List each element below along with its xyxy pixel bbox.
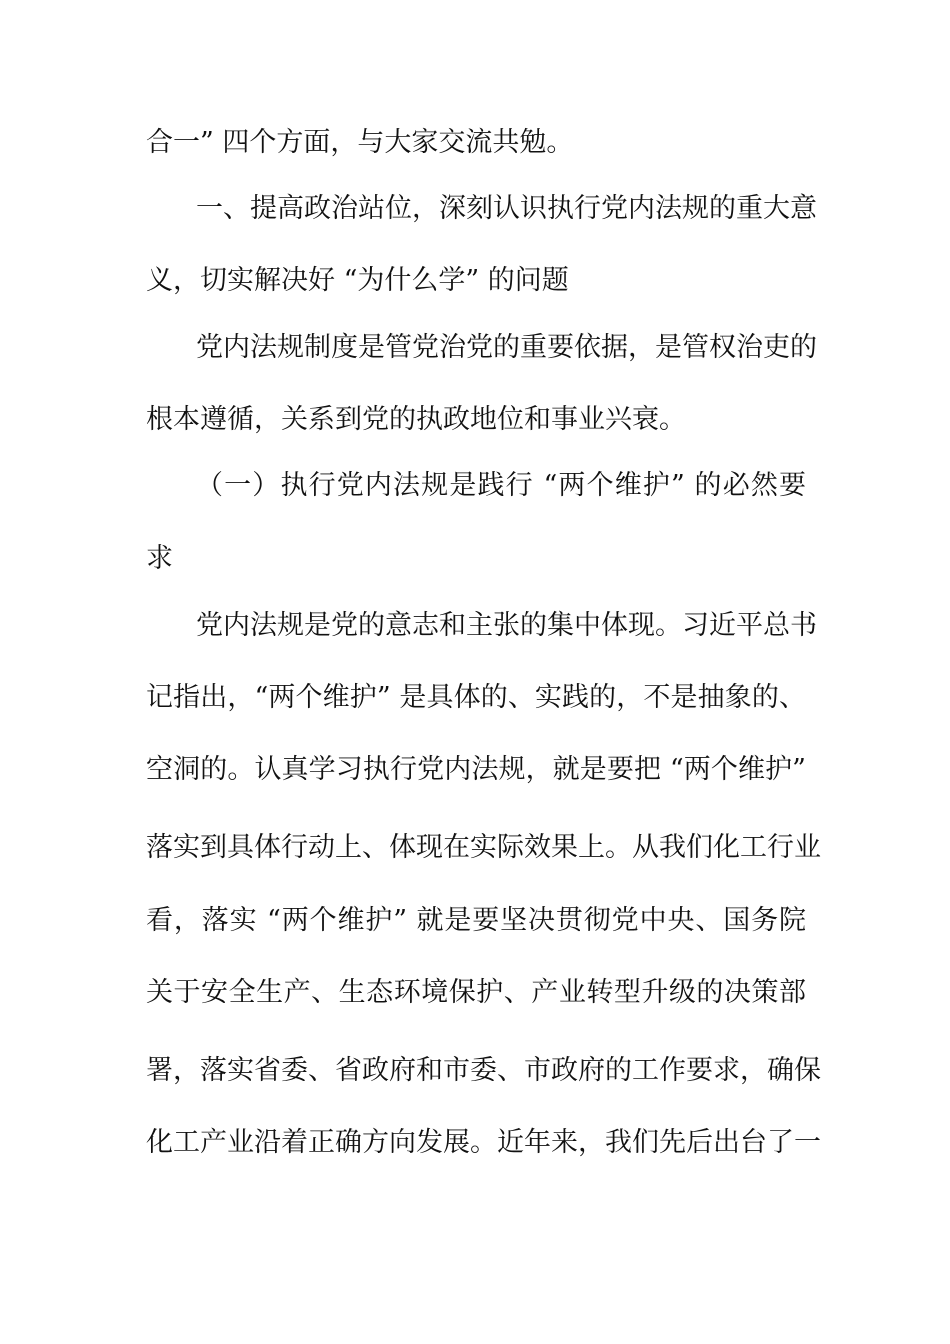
text-line: 化工产业沿着正确方向发展。近年来，我们先后出台了一: [146, 1127, 821, 1158]
text-line: 党内法规制度是管党治党的重要依据，是管权治吏的: [196, 332, 817, 363]
subsection-heading-line: （一）执行党内法规是践行 “两个维护” 的必然要: [196, 470, 806, 501]
text-line: 记指出，“两个维护” 是具体的、实践的，不是抽象的、: [146, 682, 806, 713]
text-line: 合一” 四个方面，与大家交流共勉。: [146, 127, 574, 158]
subsection-heading-line: 求: [146, 543, 173, 574]
text-line: 根本遵循，关系到党的执政地位和事业兴衰。: [146, 404, 686, 435]
text-line: 空洞的。认真学习执行党内法规，就是要把 “两个维护”: [146, 754, 806, 785]
text-line: 落实到具体行动上、体现在实际效果上。从我们化工行业: [146, 832, 821, 863]
text-line: 关于安全生产、生态环境保护、产业转型升级的决策部: [146, 977, 806, 1008]
text-line: 署，落实省委、省政府和市委、市政府的工作要求，确保: [146, 1055, 821, 1086]
text-line: 党内法规是党的意志和主张的集中体现。习近平总书: [196, 610, 817, 641]
section-heading-line: 义，切实解决好 “为什么学” 的问题: [146, 265, 569, 296]
section-heading-line: 一、提高政治站位，深刻认识执行党内法规的重大意: [196, 193, 817, 224]
text-line: 看，落实 “两个维护” 就是要坚决贯彻党中央、国务院: [146, 905, 806, 936]
